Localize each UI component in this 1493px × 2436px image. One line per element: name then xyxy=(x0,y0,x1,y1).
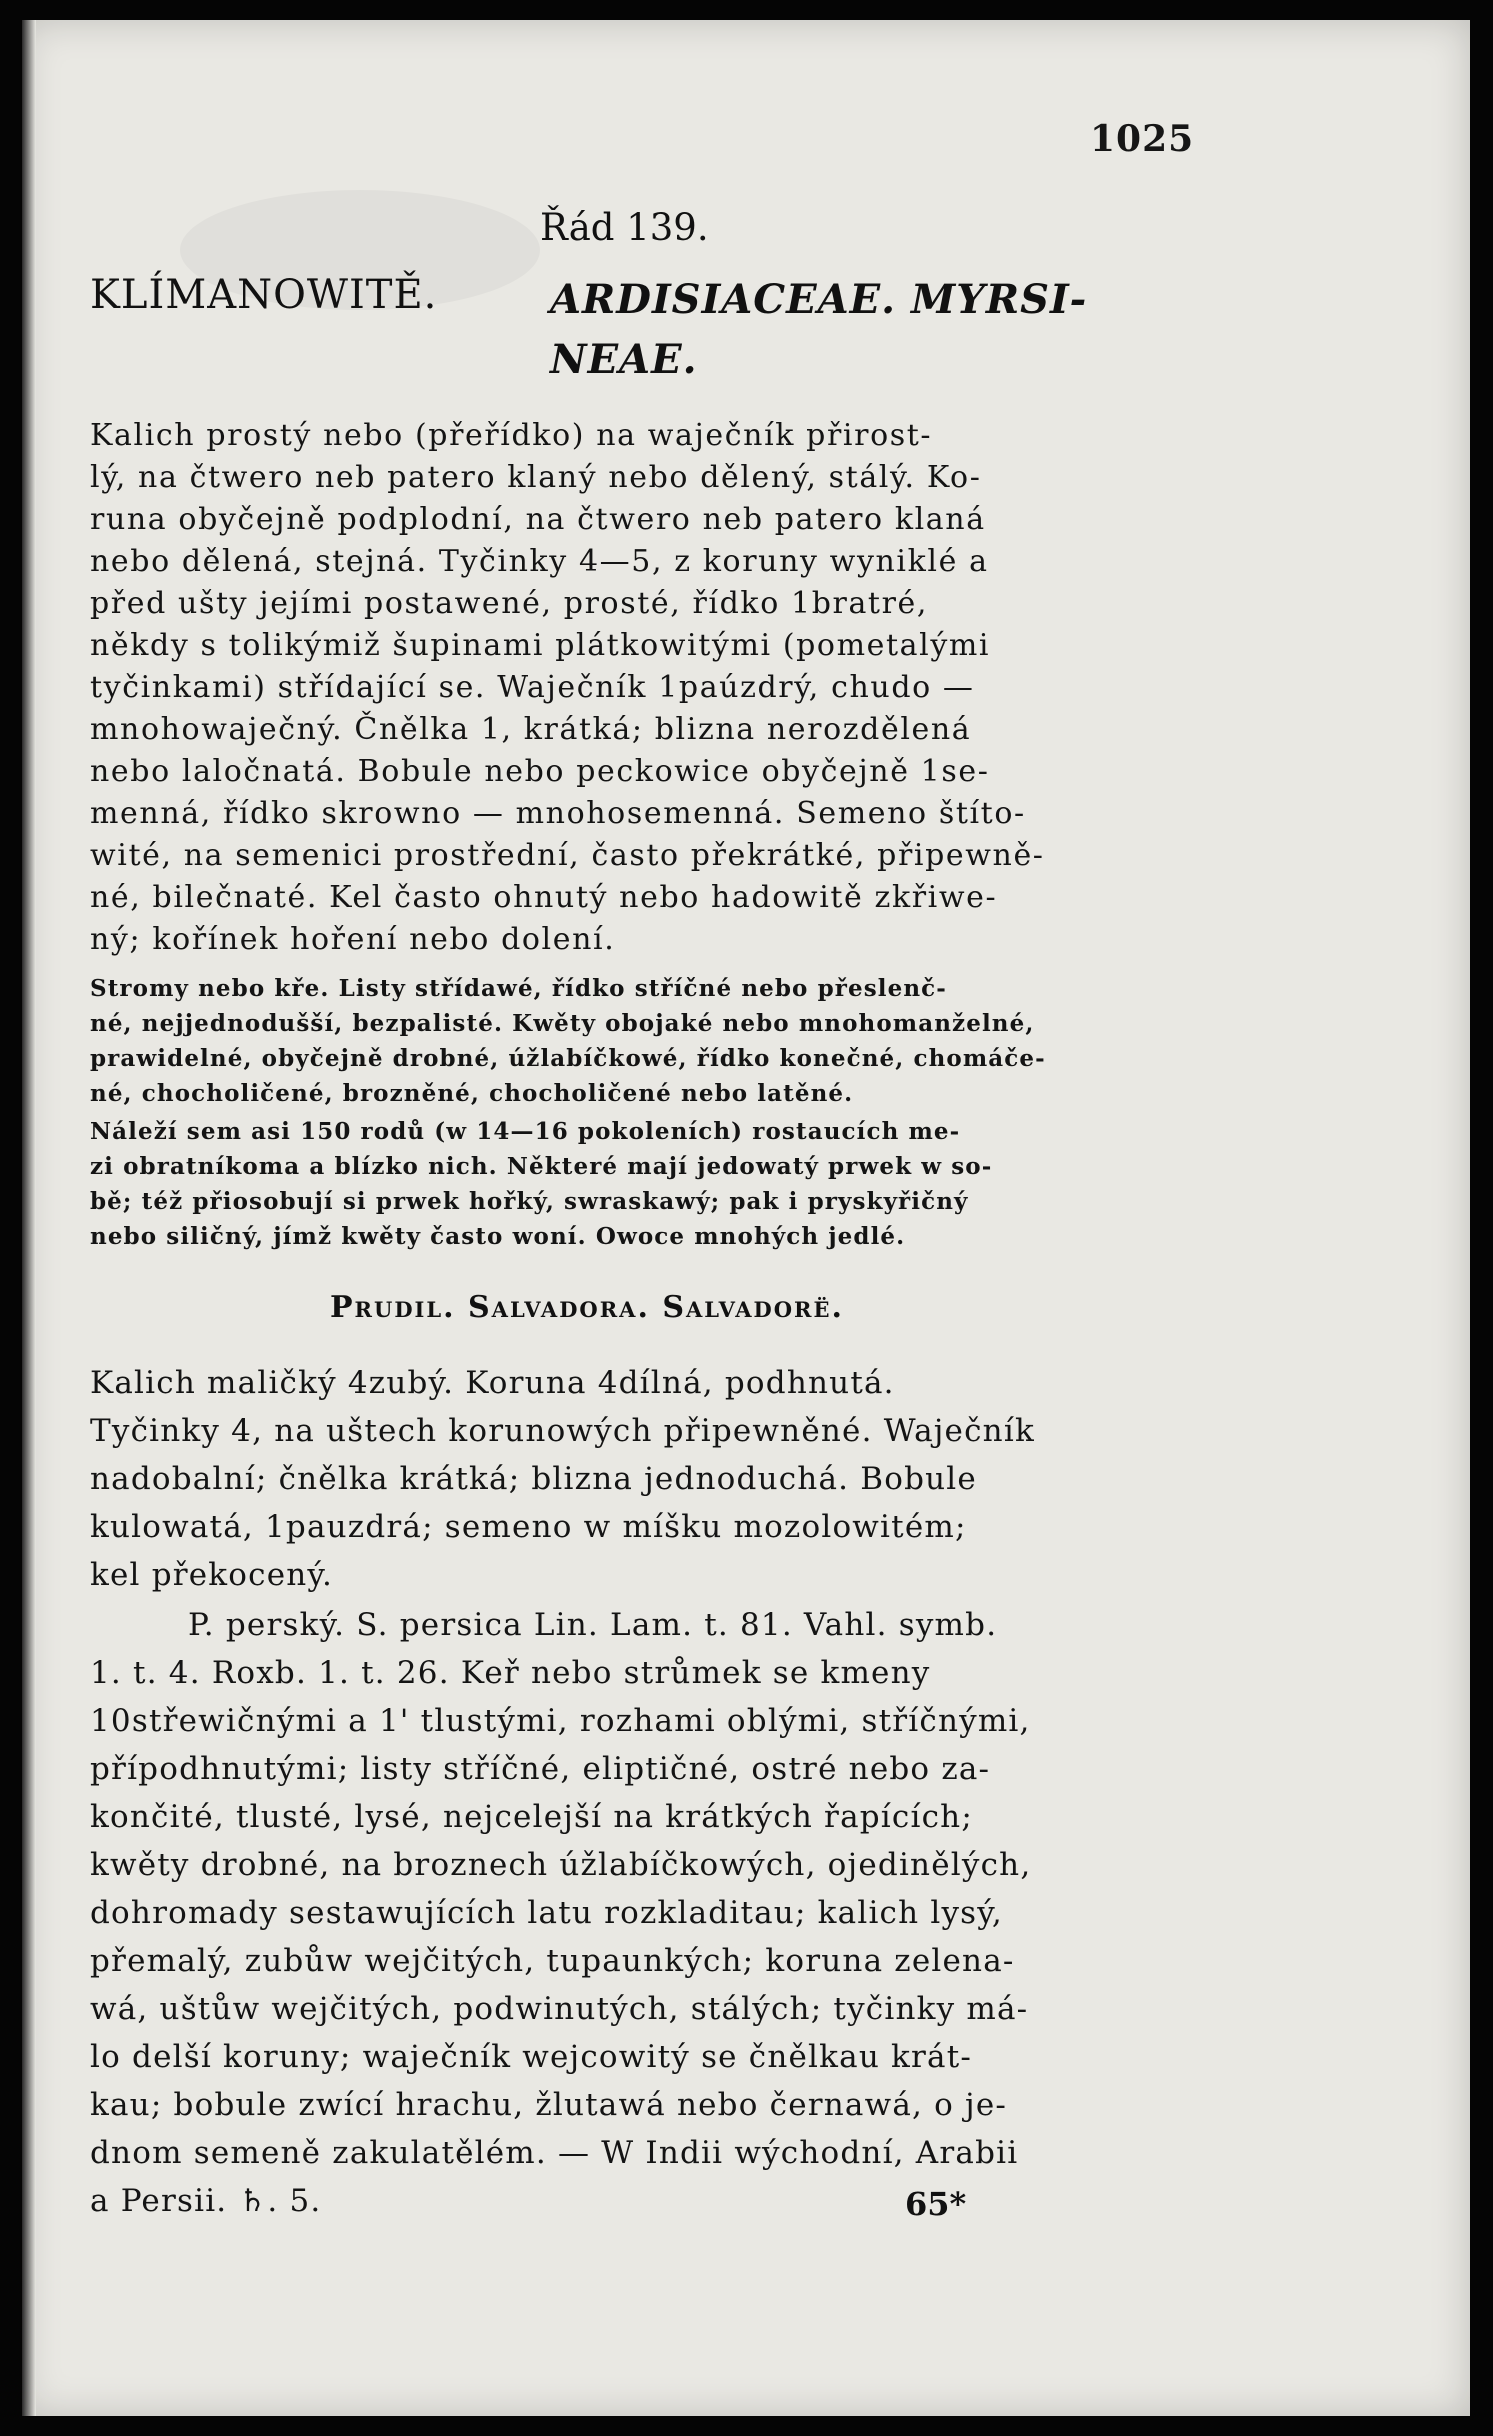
note-line: Stromy nebo kře. Listy střídawé, řídko stříčné nebo přeslenč- xyxy=(90,975,947,1002)
text-line: Kalich maličký 4zubý. Koruna 4dílná, podhnutá. xyxy=(90,1365,895,1401)
text-line: menná, řídko skrowno — mnohosemenná. Semeno štíto- xyxy=(90,796,1026,831)
note-line: nebo siličný, jímž kwěty často woní. Owoce mnohých jedlé. xyxy=(90,1223,906,1250)
note-line: né, nejjednodušší, bezpalisté. Kwěty obojaké nebo mnohomanželné, xyxy=(90,1010,1035,1037)
note-line: zi obratníkoma a blízko nich. Některé mají jedowatý prwek w so- xyxy=(90,1153,993,1180)
signature-mark: 65* xyxy=(905,2185,967,2223)
text-line: dnom semeně zakulatělém. — W Indii wýchodní, Arabii xyxy=(90,2135,1019,2171)
text-line: nebo laločnatá. Bobule nebo peckowice obyčejně 1se- xyxy=(90,754,990,789)
text-line: Kalich prostý nebo (přeřídko) na waječník přirost- xyxy=(90,418,933,453)
text-line: kel překocený. xyxy=(90,1557,334,1593)
text-line: tyčinkami) střídající se. Waječník 1paúzdrý, chudo — xyxy=(90,670,975,705)
family-name-latin xyxy=(550,270,1190,390)
note-line: prawidelné, obyčejně drobné, úžlabíčkowé, řídko konečné, chomáče- xyxy=(90,1045,1046,1072)
text-line: dohromady sestawujících latu rozkladitau; kalich lysý, xyxy=(90,1895,1003,1931)
text-line: wá, uštůw wejčitých, podwinutých, stálých; tyčinky má- xyxy=(90,1991,1029,2027)
text-line: kau; bobule zwící hrachu, žlutawá nebo černawá, o je- xyxy=(90,2087,1008,2123)
text-line: ný; kořínek hoření nebo dolení. xyxy=(90,922,616,957)
family-name-latin-text: ARDISIACEAE. MYRSI-NEAE. xyxy=(550,276,1088,383)
text-line: né, bilečnaté. Kel často ohnutý nebo hadowitě zkřiwe- xyxy=(90,880,998,915)
text-line: runa obyčejně podplodní, na čtwero neb patero klaná xyxy=(90,502,986,537)
text-line: lý, na čtwero neb patero klaný nebo dělený, stálý. Ko- xyxy=(90,460,982,495)
genus-heading: Prudil. Salvadora. Salvadorë. xyxy=(330,1290,844,1325)
species-line: P. perský. S. persica Lin. Lam. t. 81. Vahl. symb. xyxy=(188,1607,998,1643)
text-line: končité, tlusté, lysé, nejcelejší na krátkých řapících; xyxy=(90,1799,973,1835)
page-gutter-shadow xyxy=(22,20,36,2416)
text-line: a Persii. ♄. 5. xyxy=(90,2183,322,2219)
note-line: bě; též přiosobují si prwek hořký, swraskawý; pak i pryskyřičný xyxy=(90,1188,969,1215)
text-line: wité, na semenici prostřední, často překrátké, připewně- xyxy=(90,838,1045,873)
text-line: před ušty jejími postawené, prosté, řídko 1bratré, xyxy=(90,586,929,621)
text-line: kulowatá, 1pauzdrá; semeno w míšku mozolowitém; xyxy=(90,1509,967,1545)
text-line: někdy s tolikýmiž šupinami plátkowitými (pometalými xyxy=(90,628,991,663)
family-name-czech: KLÍMANOWITĚ. xyxy=(90,272,438,318)
order-heading: Řád 139. xyxy=(540,206,709,249)
text-line: přípodhnutými; listy stříčné, eliptičné, ostré nebo za- xyxy=(90,1751,991,1787)
text-line: lo delší koruny; waječník wejcowitý se čnělkau krát- xyxy=(90,2039,973,2075)
text-line: Tyčinky 4, na uštech korunowých připewněné. Waječník xyxy=(90,1413,1035,1449)
text-line: nadobalní; čnělka krátká; blizna jednoduchá. Bobule xyxy=(90,1461,977,1497)
page-number: 1025 xyxy=(1090,118,1195,160)
text-line: mnohowaječný. Čnělka 1, krátká; blizna nerozdělená xyxy=(90,712,972,747)
text-line: 10střewičnými a 1' tlustými, rozhami oblými, stříčnými, xyxy=(90,1703,1031,1739)
text-line: 1. t. 4. Roxb. 1. t. 26. Keř nebo strůmek se kmeny xyxy=(90,1655,931,1691)
text-line: kwěty drobné, na broznech úžlabíčkowých, ojedinělých, xyxy=(90,1847,1032,1883)
text-line: přemalý, zubůw wejčitých, tupaunkých; koruna zelena- xyxy=(90,1943,1015,1979)
note-line: Náleží sem asi 150 rodů (w 14—16 pokoleních) rostaucích me- xyxy=(90,1118,961,1145)
note-line: né, chocholičené, brozněné, chocholičené nebo latěné. xyxy=(90,1080,854,1107)
text-line: nebo dělená, stejná. Tyčinky 4—5, z koruny wyniklé a xyxy=(90,544,989,579)
